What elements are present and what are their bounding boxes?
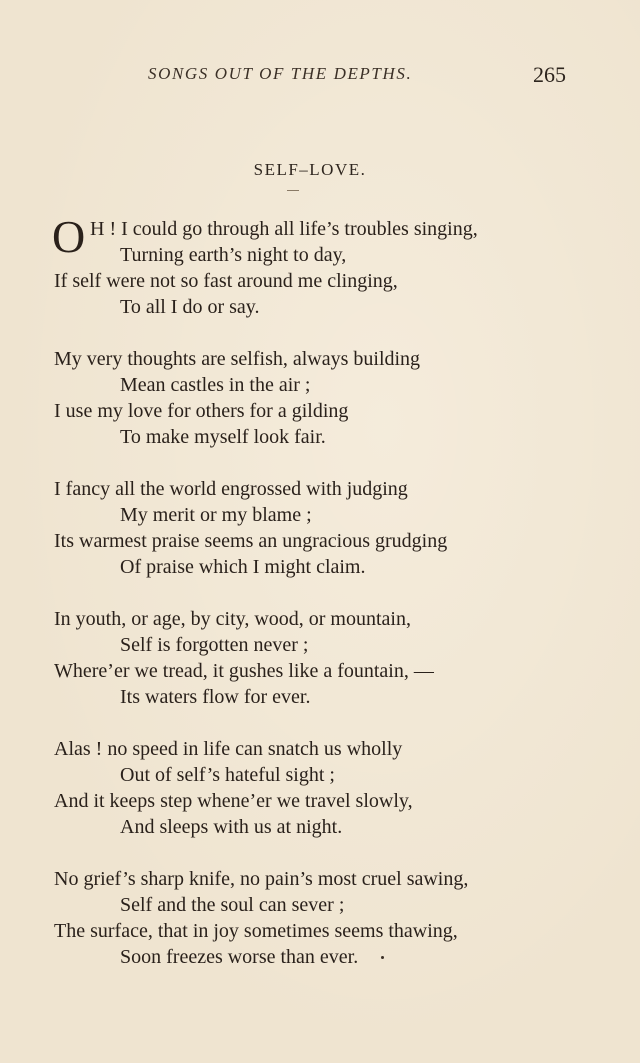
stanza-4 — [54, 606, 614, 710]
poem-line: My merit or my blame ; — [120, 504, 312, 526]
poem-line: Its waters flow for ever. — [120, 686, 311, 708]
poem-line: Out of self’s hateful sight ; — [120, 764, 335, 786]
poem-line: Mean castles in the air ; — [120, 374, 311, 396]
title-ornament — [287, 190, 299, 191]
stanza-2 — [54, 346, 614, 450]
stanza-1 — [52, 211, 614, 320]
poem-line: Self and the soul can sever ; — [120, 894, 345, 916]
poem-line: Turning earth’s night to day, — [120, 244, 347, 266]
poem-line: No grief’s sharp knife, no pain’s most cruel sawing, — [54, 868, 469, 890]
poem-line: I fancy all the world engrossed with judging — [54, 478, 408, 500]
first-line-text: H ! I could go through all life’s troubles singing, — [90, 218, 478, 240]
poem-line: The surface, that in joy sometimes seems thawing, — [54, 920, 458, 942]
drop-cap: O — [52, 211, 86, 262]
poem-line: Where’er we tread, it gushes like a fountain, — — [54, 660, 434, 682]
poem-line: And sleeps with us at night. — [120, 816, 343, 838]
poem-line: Its warmest praise seems an ungracious grudging — [54, 530, 448, 552]
running-head — [0, 62, 640, 92]
poem-line: In youth, or age, by city, wood, or mountain, — [54, 608, 411, 630]
poem-line: If self were not so fast around me clinging, — [54, 270, 398, 292]
poem-line: Self is forgotten never ; — [120, 634, 309, 656]
page-number: 265 — [533, 62, 566, 87]
poem-line: My very thoughts are selfish, always building — [54, 348, 421, 370]
poem-line: To make myself look fair. — [120, 426, 326, 448]
stanza-5 — [54, 736, 614, 840]
poem-line: To all I do or say. — [120, 296, 260, 318]
stanza-3 — [54, 476, 614, 580]
poem-body — [52, 211, 614, 996]
poem-line: Of praise which I might claim. — [120, 556, 366, 578]
stanza-6 — [54, 866, 614, 970]
ink-speck — [381, 956, 384, 959]
running-title: SONGS OUT OF THE DEPTHS. — [148, 64, 413, 83]
poem-line: And it keeps step whene’er we travel slowly, — [54, 790, 413, 812]
poem-line: Alas ! no speed in life can snatch us wholly — [54, 738, 403, 760]
poem-line: Soon freezes worse than ever. — [120, 946, 359, 968]
poem-line: I use my love for others for a gilding — [54, 400, 349, 422]
poem-title: SELF–LOVE. — [253, 160, 367, 179]
